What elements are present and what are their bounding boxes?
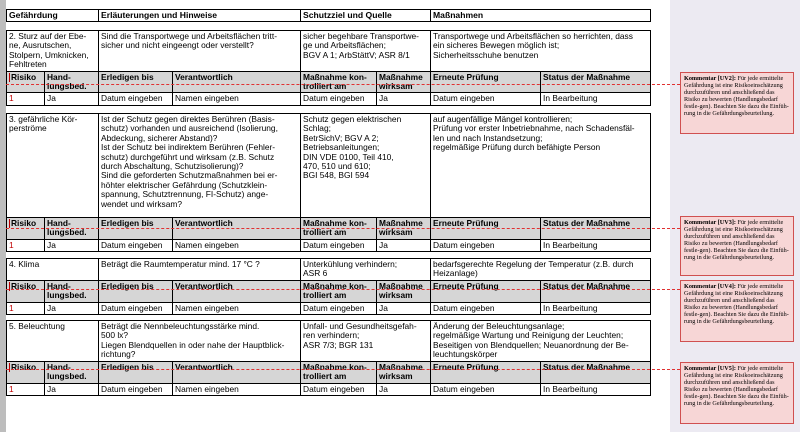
label-erneute-pruefung: Erneute Prüfung: [431, 71, 541, 93]
field-risiko[interactable]: 1: [7, 93, 45, 105]
comment-label: Kommentar [UV5]:: [684, 365, 736, 372]
header-gefaehrdung: Gefährdung: [7, 10, 99, 22]
cell-gefaehrdung[interactable]: 4. Klima: [7, 259, 99, 281]
field-erneute-pruefung[interactable]: Datum eingeben: [431, 383, 541, 395]
cell-gefaehrdung[interactable]: 5. Beleuchtung: [7, 321, 99, 362]
comment-marker: [9, 73, 10, 82]
field-risiko[interactable]: 1: [7, 302, 45, 314]
comment-label: Kommentar [UV4]:: [684, 283, 736, 290]
field-erledigen-bis[interactable]: Datum eingeben: [99, 302, 173, 314]
header-massnahmen: Maßnahmen: [431, 10, 651, 22]
cell-schutzziel[interactable]: Schutz gegen elektrischen Schlag; BetrSichV; BGV A 2; Betriebsanleitungen; DIN VDE 0100, Teil 410, 470, 510 und 610; BGI 548, BGI 594: [301, 114, 431, 218]
section-main-row: [7, 321, 651, 362]
field-handlungsbedarf[interactable]: Ja: [45, 302, 99, 314]
field-erledigen-bis[interactable]: Datum eingeben: [99, 239, 173, 251]
label-verantwortlich: Verantwortlich: [173, 281, 301, 303]
label-verantwortlich: Verantwortlich: [173, 218, 301, 240]
cell-schutzziel[interactable]: Unfall- und Gesundheitsgefah- ren verhindern; ASR 7/3; BGR 131: [301, 321, 431, 362]
cell-massnahmen[interactable]: bedarfsgerechte Regelung der Temperatur (z.B. durch Heizanlage): [431, 259, 651, 281]
label-massnahme-kontrolliert: Maßnahme kon- trolliert am: [301, 362, 377, 384]
comment-marker: [9, 219, 10, 228]
section-table-2: [6, 30, 651, 106]
comment-connector-uv5: [6, 369, 680, 370]
label-massnahme-wirksam: Maßnahme wirksam: [377, 281, 431, 303]
comment-label: Kommentar [UV2]:: [684, 75, 736, 82]
section-main-row: [7, 114, 651, 218]
field-handlungsbedarf[interactable]: Ja: [45, 93, 99, 105]
label-risiko: [7, 71, 45, 93]
field-verantwortlich[interactable]: Namen eingeben: [173, 239, 301, 251]
field-risiko[interactable]: 1: [7, 383, 45, 395]
label-erneute-pruefung: Erneute Prüfung: [431, 218, 541, 240]
section-table-5: [6, 320, 651, 396]
section-value-row: [7, 93, 651, 105]
comment-balloon-uv2[interactable]: [680, 72, 794, 134]
cell-erlaeuterung[interactable]: Ist der Schutz gegen direktes Berühren (Basis- schutz) vorhanden und ausreichend (Isolierung, Abdeckung, sicherer Abstand)? Ist der Schutz bei indirektem Berühren (Fehler- schutz) durchgeführt und wirksam (z.B. Schutz durch Abschaltung, Schutzisolierung)? Sind die geforderten Schutzmaßnahmen bei er- höhter elektrischer Gefährdung (Schutzklein- spannung, Schutztrennung, FI-Schutz) ange- wendet und wirksam?: [99, 114, 301, 218]
label-erledigen-bis: Erledigen bis: [99, 218, 173, 240]
label-handlungsbedarf: Hand- lungsbed.: [45, 71, 99, 93]
cell-massnahmen[interactable]: Transportwege und Arbeitsflächen so herrichten, dass ein sicheres Bewegen möglich ist; Sicherheitsschuhe benutzen: [431, 31, 651, 72]
field-handlungsbedarf[interactable]: Ja: [45, 383, 99, 395]
section-value-row: [7, 239, 651, 251]
section-main-row: [7, 259, 651, 281]
label-erneute-pruefung: Erneute Prüfung: [431, 362, 541, 384]
comment-connector-uv3: [6, 228, 680, 229]
label-handlungsbedarf: Hand- lungsbed.: [45, 281, 99, 303]
comment-balloon-uv4[interactable]: [680, 280, 794, 342]
label-status: Status der Maßnahme: [541, 281, 651, 303]
field-verantwortlich[interactable]: Namen eingeben: [173, 383, 301, 395]
label-risiko-text: Risiko: [11, 281, 37, 291]
field-risiko[interactable]: 1: [7, 239, 45, 251]
field-handlungsbedarf[interactable]: Ja: [45, 239, 99, 251]
field-massnahme-kontrolliert[interactable]: Datum eingeben: [301, 302, 377, 314]
label-massnahme-kontrolliert: Maßnahme kon- trolliert am: [301, 281, 377, 303]
comment-text: Für jede ermittelte Gefährdung ist eine Risikoeinschätzung durchzuführen und anschließend das Risiko zu bewerten (Handlungsbedarf festle-gen). Beachten Sie dazu die Einfüh-rung in die Gefährdungsbeurteilung.: [684, 283, 789, 325]
field-massnahme-wirksam[interactable]: Ja: [377, 383, 431, 395]
label-status: Status der Maßnahme: [541, 362, 651, 384]
field-erneute-pruefung[interactable]: Datum eingeben: [431, 239, 541, 251]
field-verantwortlich[interactable]: Namen eingeben: [173, 302, 301, 314]
comment-label: Kommentar [UV3]:: [684, 219, 736, 226]
header-table: [6, 9, 651, 22]
label-erledigen-bis: Erledigen bis: [99, 281, 173, 303]
section-value-row: [7, 302, 651, 314]
field-status[interactable]: In Bearbeitung: [541, 383, 651, 395]
section-subheader-row: [7, 71, 651, 93]
cell-erlaeuterung[interactable]: Beträgt die Nennbeleuchtungsstärke mind. 500 lx? Liegen Blendquellen in oder nahe der Hauptblick- richtung?: [99, 321, 301, 362]
label-risiko: [7, 281, 45, 303]
section-table-4: [6, 258, 651, 315]
header-schutzziel: Schutzziel und Quelle: [301, 10, 431, 22]
label-risiko: [7, 362, 45, 384]
field-massnahme-wirksam[interactable]: Ja: [377, 93, 431, 105]
field-status[interactable]: In Bearbeitung: [541, 239, 651, 251]
section-table-3: [6, 113, 651, 252]
label-massnahme-kontrolliert: Maßnahme kon- trolliert am: [301, 71, 377, 93]
section-subheader-row: [7, 362, 651, 384]
label-erledigen-bis: Erledigen bis: [99, 71, 173, 93]
field-erledigen-bis[interactable]: Datum eingeben: [99, 383, 173, 395]
cell-massnahmen[interactable]: auf augenfällige Mängel kontrollieren; Prüfung vor erster Inbetriebnahme, nach Schadensfäl- len und nach Instandsetzung; regelmäßige Prüfung durch befähigte Person: [431, 114, 651, 218]
cell-schutzziel[interactable]: Unterkühlung verhindern; ASR 6: [301, 259, 431, 281]
label-risiko-text: Risiko: [11, 71, 37, 82]
field-massnahme-kontrolliert[interactable]: Datum eingeben: [301, 383, 377, 395]
comment-text: Für jede ermittelte Gefährdung ist eine Risikoeinschätzung durchzuführen und anschließend das Risiko zu bewerten (Handlungsbedarf festle-gen). Beachten Sie dazu die Einfüh-rung in die Gefährdungsbeurteilung.: [684, 75, 789, 117]
label-risiko-text: Risiko: [11, 218, 37, 228]
field-erledigen-bis[interactable]: Datum eingeben: [99, 93, 173, 105]
section-main-row: [7, 31, 651, 72]
label-erledigen-bis: Erledigen bis: [99, 362, 173, 384]
cell-gefaehrdung[interactable]: 3. gefährliche Kör- perströme: [7, 114, 99, 218]
label-erneute-pruefung: Erneute Prüfung: [431, 281, 541, 303]
field-massnahme-kontrolliert[interactable]: Datum eingeben: [301, 239, 377, 251]
label-risiko-text: Risiko: [11, 362, 37, 372]
comment-connector-uv2: [6, 84, 680, 85]
label-massnahme-wirksam: Maßnahme wirksam: [377, 362, 431, 384]
label-massnahme-wirksam: Maßnahme wirksam: [377, 71, 431, 93]
cell-erlaeuterung[interactable]: Sind die Transportwege und Arbeitsflächen tritt- sicher und nicht eingeengt oder verstellt?: [99, 31, 301, 72]
label-massnahme-kontrolliert: Maßnahme kon- trolliert am: [301, 218, 377, 240]
field-verantwortlich[interactable]: Namen eingeben: [173, 93, 301, 105]
label-verantwortlich: Verantwortlich: [173, 362, 301, 384]
header-erlaeuterungen: Erläuterungen und Hinweise: [99, 10, 301, 22]
field-erneute-pruefung[interactable]: Datum eingeben: [431, 93, 541, 105]
label-massnahme-wirksam: Maßnahme wirksam: [377, 218, 431, 240]
field-status[interactable]: In Bearbeitung: [541, 93, 651, 105]
section-subheader-row: [7, 281, 651, 303]
label-status: Status der Maßnahme: [541, 218, 651, 240]
label-handlungsbedarf: Hand- lungsbed.: [45, 362, 99, 384]
cell-massnahmen[interactable]: Änderung der Beleuchtungsanlage; regelmäßige Wartung und Reinigung der Leuchten; Beseitigen von Blendquellen; Neuanordnung der Be- leuchtungskörper: [431, 321, 651, 362]
cell-erlaeuterung[interactable]: Beträgt die Raumtemperatur mind. 17 °C ?: [99, 259, 301, 281]
field-status[interactable]: In Bearbeitung: [541, 302, 651, 314]
label-status: Status der Maßnahme: [541, 71, 651, 93]
comment-text: Für jede ermittelte Gefährdung ist eine Risikoeinschätzung durchzuführen und anschließend das Risiko zu bewerten (Handlungsbedarf festle-gen). Beachten Sie dazu die Einfüh-rung in die Gefährdungsbeurteilung.: [684, 219, 789, 261]
comment-balloon-uv5[interactable]: [680, 362, 794, 424]
cell-gefaehrdung[interactable]: 2. Sturz auf der Ebe- ne, Ausrutschen, Stolpern, Umknicken, Fehltreten: [7, 31, 99, 72]
comment-connector-uv4: [6, 289, 680, 290]
field-massnahme-wirksam[interactable]: Ja: [377, 239, 431, 251]
comment-balloon-uv3[interactable]: [680, 216, 794, 276]
cell-schutzziel[interactable]: sicher begehbare Transportwe- ge und Arbeitsflächen; BGV A 1; ArbStättV; ASR 8/1: [301, 31, 431, 72]
field-massnahme-kontrolliert[interactable]: Datum eingeben: [301, 93, 377, 105]
comment-marker: [9, 363, 10, 372]
section-value-row: [7, 383, 651, 395]
field-erneute-pruefung[interactable]: Datum eingeben: [431, 302, 541, 314]
label-verantwortlich: Verantwortlich: [173, 71, 301, 93]
comment-text: Für jede ermittelte Gefährdung ist eine Risikoeinschätzung durchzuführen und anschließend das Risiko zu bewerten (Handlungsbedarf festle-gen). Beachten Sie dazu die Einfüh-rung in die Gefährdungsbeurteilung.: [684, 365, 789, 407]
label-handlungsbedarf: Hand- lungsbed.: [45, 218, 99, 240]
field-massnahme-wirksam[interactable]: Ja: [377, 302, 431, 314]
